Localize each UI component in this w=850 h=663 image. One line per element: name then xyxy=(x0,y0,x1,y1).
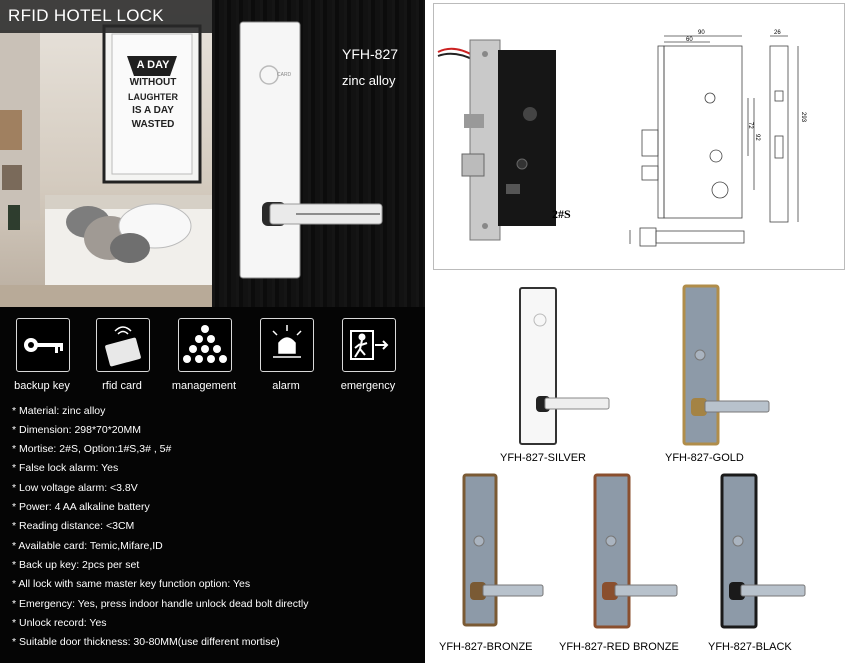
spec-line: * False lock alarm: Yes xyxy=(12,462,119,474)
hero-banner xyxy=(0,0,425,307)
management-hierarchy-icon xyxy=(178,318,232,372)
spec-line: * Emergency: Yes, press indoor handle unlock dead bolt directly xyxy=(12,598,309,610)
spec-line: * Reading distance: <3CM xyxy=(12,520,135,532)
dimension-label: 92 xyxy=(754,134,760,141)
emergency-exit-icon xyxy=(342,318,396,372)
spec-line: * Back up key: 2pcs per set xyxy=(12,559,140,571)
mortise-label: 2#S xyxy=(552,207,571,221)
poster-line: A DAY xyxy=(136,59,170,71)
spec-line: * Available card: Temic,Mifare,ID xyxy=(12,540,163,552)
variant-caption: YFH-827-BLACK xyxy=(708,641,792,653)
room-illustration xyxy=(0,0,215,307)
technical-drawing xyxy=(620,26,820,256)
variant-caption: YFH-827-SILVER xyxy=(500,452,586,464)
spec-line: * Mortise: 2#S, Option:1#S,3# , 5# xyxy=(12,443,172,455)
dimension-label: 293 xyxy=(800,112,806,123)
dimension-label: 90 xyxy=(698,30,705,36)
dimension-label: 26 xyxy=(774,30,781,36)
poster-line: LAUGHTER xyxy=(128,92,178,102)
mortise-diagram-box xyxy=(433,3,845,270)
banner-title: RFID HOTEL LOCK xyxy=(8,6,164,25)
variants-illustration xyxy=(433,280,850,663)
spec-line: * Low voltage alarm: <3.8V xyxy=(12,482,138,494)
feature-label: management xyxy=(171,380,237,392)
rfid-card-icon xyxy=(96,318,150,372)
alarm-icon xyxy=(260,318,314,372)
spec-line: * Unlock record: Yes xyxy=(12,617,107,629)
model-name: YFH-827 xyxy=(342,46,399,62)
feature-label: backup key xyxy=(14,380,70,392)
spec-line: * All lock with same master key function option: Yes xyxy=(12,578,251,590)
feature-label: emergency xyxy=(340,380,396,392)
variant-caption: YFH-827-GOLD xyxy=(665,452,744,464)
dimension-label: 60 xyxy=(686,37,693,43)
spec-line: * Suitable door thickness: 30-80MM(use different mortise) xyxy=(12,636,280,648)
variant-caption: YFH-827-BRONZE xyxy=(439,641,533,653)
card-logo-text: CARD xyxy=(277,72,292,78)
key-icon xyxy=(16,318,70,372)
variant-caption: YFH-827-RED BRONZE xyxy=(559,641,679,653)
room-photo xyxy=(0,0,215,307)
poster-line: WITHOUT xyxy=(129,77,177,88)
feature-label: alarm xyxy=(272,380,300,392)
spec-line: * Power: 4 AA alkaline battery xyxy=(12,501,150,513)
material-label: zinc alloy xyxy=(342,73,396,88)
poster-line: WASTED xyxy=(131,119,175,130)
dimension-label: 72 xyxy=(747,122,753,129)
spec-line: * Material: zinc alloy xyxy=(12,405,106,417)
spec-line: * Dimension: 298*70*20MM xyxy=(12,424,141,436)
poster-line: IS A DAY xyxy=(132,105,174,116)
feature-label: rfid card xyxy=(102,380,142,392)
poster-text xyxy=(127,58,179,132)
